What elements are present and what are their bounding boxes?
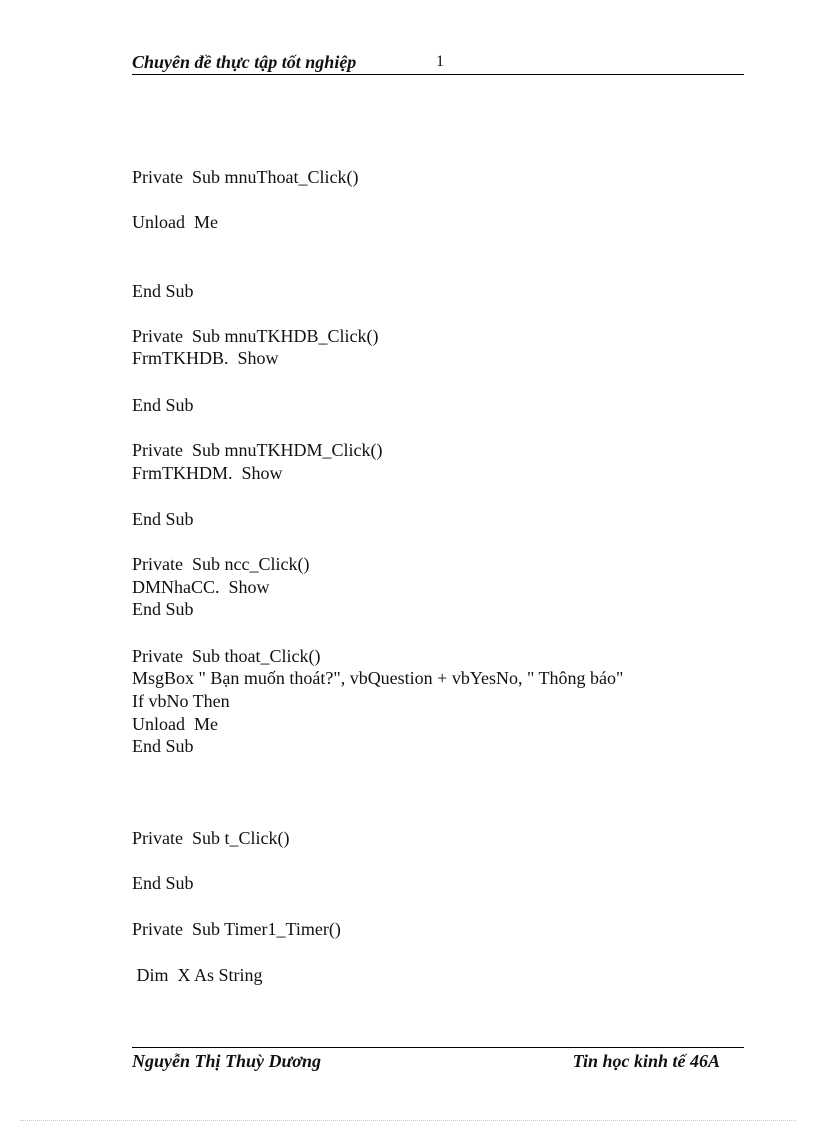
page-footer [132,1047,744,1074]
footer-author: Nguyễn Thị Thuỳ Dương [132,1051,321,1071]
header-title: Chuyên đề thực tập tốt nghiệp [132,52,357,72]
code-line: Unload Me [132,714,218,734]
page-edge-divider [20,1120,796,1121]
code-line: Private Sub t_Click() [132,828,290,848]
footer-department: Tin học kinh tế 46A [572,1051,720,1071]
code-line: End Sub [132,599,194,619]
code-line: End Sub [132,873,194,893]
code-line: Dim X As String [132,965,263,985]
code-line: Unload Me [132,212,218,232]
code-line: FrmTKHDM. Show [132,463,283,483]
code-line: MsgBox " Bạn muốn thoát?", vbQuestion + vbYesNo, " Thông báo" [132,668,624,688]
code-line: Private Sub mnuTKHDB_Click() [132,326,379,346]
code-line: End Sub [132,281,194,301]
code-line: FrmTKHDB. Show [132,348,279,368]
code-line: Private Sub ncc_Click() [132,554,310,574]
code-line: Private Sub Timer1_Timer() [132,919,341,939]
code-line: End Sub [132,509,194,529]
code-line: If vbNo Then [132,691,230,711]
code-line: Private Sub thoat_Click() [132,646,321,666]
code-line: End Sub [132,736,194,756]
page-header [132,52,744,75]
code-line: Private Sub mnuTKHDM_Click() [132,440,383,460]
code-line: DMNhaCC. Show [132,577,270,597]
code-line: Private Sub mnuThoat_Click() [132,167,359,187]
code-line: End Sub [132,395,194,415]
page-number: 1 [436,53,444,70]
